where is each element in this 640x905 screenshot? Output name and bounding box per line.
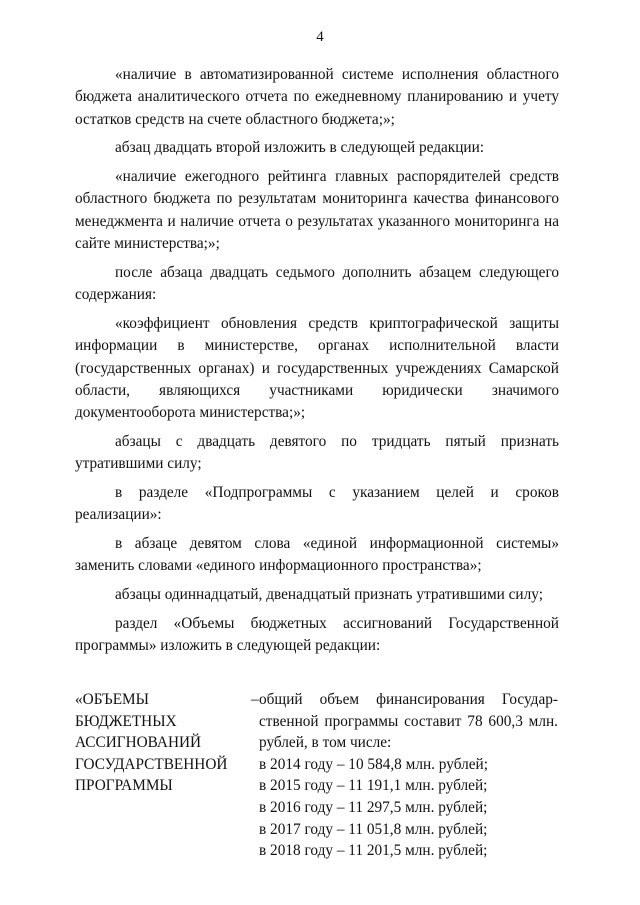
funding-year-line: в 2016 году – 11 297,5 млн. рублей; — [259, 798, 488, 816]
paragraph: раздел «Объемы бюджетных ассигнований Государственной программы» изложить в следующей редакции: — [75, 614, 559, 655]
document-body — [75, 64, 559, 664]
table-heading-line: ПРОГРАММЫ — [75, 777, 173, 795]
paragraph: после абзаца двадцать седьмого дополнить абзацем следующего содержания: — [75, 263, 559, 304]
table-dash: – — [251, 691, 259, 708]
table-content-cell — [259, 689, 558, 862]
table-heading-line: АССИГНОВАНИЙ — [75, 734, 202, 752]
funding-year-line: в 2015 году – 11 191,1 млн. рублей; — [259, 777, 488, 795]
funding-year-line: в 2014 году – 10 584,8 млн. рублей; — [259, 755, 488, 773]
paragraph: абзацы с двадцать девятого по тридцать пятый признать утратившими силу; — [75, 433, 559, 473]
paragraph: абзацы одиннадцатый, двенадцатый признать утратившими силу; — [115, 586, 543, 604]
table-heading-cell — [75, 689, 250, 797]
paragraph: «наличие в автоматизированной системе исполнения областного бюджета аналитического отчета по ежедневному планированию и учету остатков средств на счете областного бюджета;»; — [75, 66, 559, 128]
table-heading-line: БЮДЖЕТНЫХ — [75, 712, 177, 730]
table-heading-line: «ОБЪЕМЫ — [75, 691, 149, 708]
funding-year-line: в 2017 году – 11 051,8 млн. рублей; — [259, 820, 488, 838]
paragraph: «коэффициент обновления средств криптографической защиты информации в министерстве, органах исполнительной власти (государственных органах) и государственных учреждениях Самарской области, являющихся участниками юридически значимого документооборота министерства;»; — [75, 314, 559, 422]
paragraph: «наличие ежегодного рейтинга главных распорядителей средств областного бюджета по результатам мониторинга качества финансового менеджмента и наличие отчета о результатах указанного мониторинга на сайте министерства;»; — [75, 168, 559, 253]
table-heading-line: ГОСУДАРСТВЕННОЙ — [75, 755, 228, 773]
page-number: 4 — [316, 29, 324, 45]
paragraph: в разделе «Подпрограммы с указанием целей и сроков реализации»: — [75, 484, 559, 524]
paragraph: абзац двадцать второй изложить в следующей редакции: — [115, 139, 485, 157]
funding-total-text: общий объем финансирования Государ-ственной программы составит 78 600,3 млн. рублей, в том числе: — [259, 691, 558, 752]
paragraph: в абзаце девятом слова «единой информационной системы» заменить словами «единого информационного пространства»; — [75, 535, 559, 575]
funding-year-line: в 2018 году – 11 201,5 млн. рублей; — [259, 842, 488, 860]
